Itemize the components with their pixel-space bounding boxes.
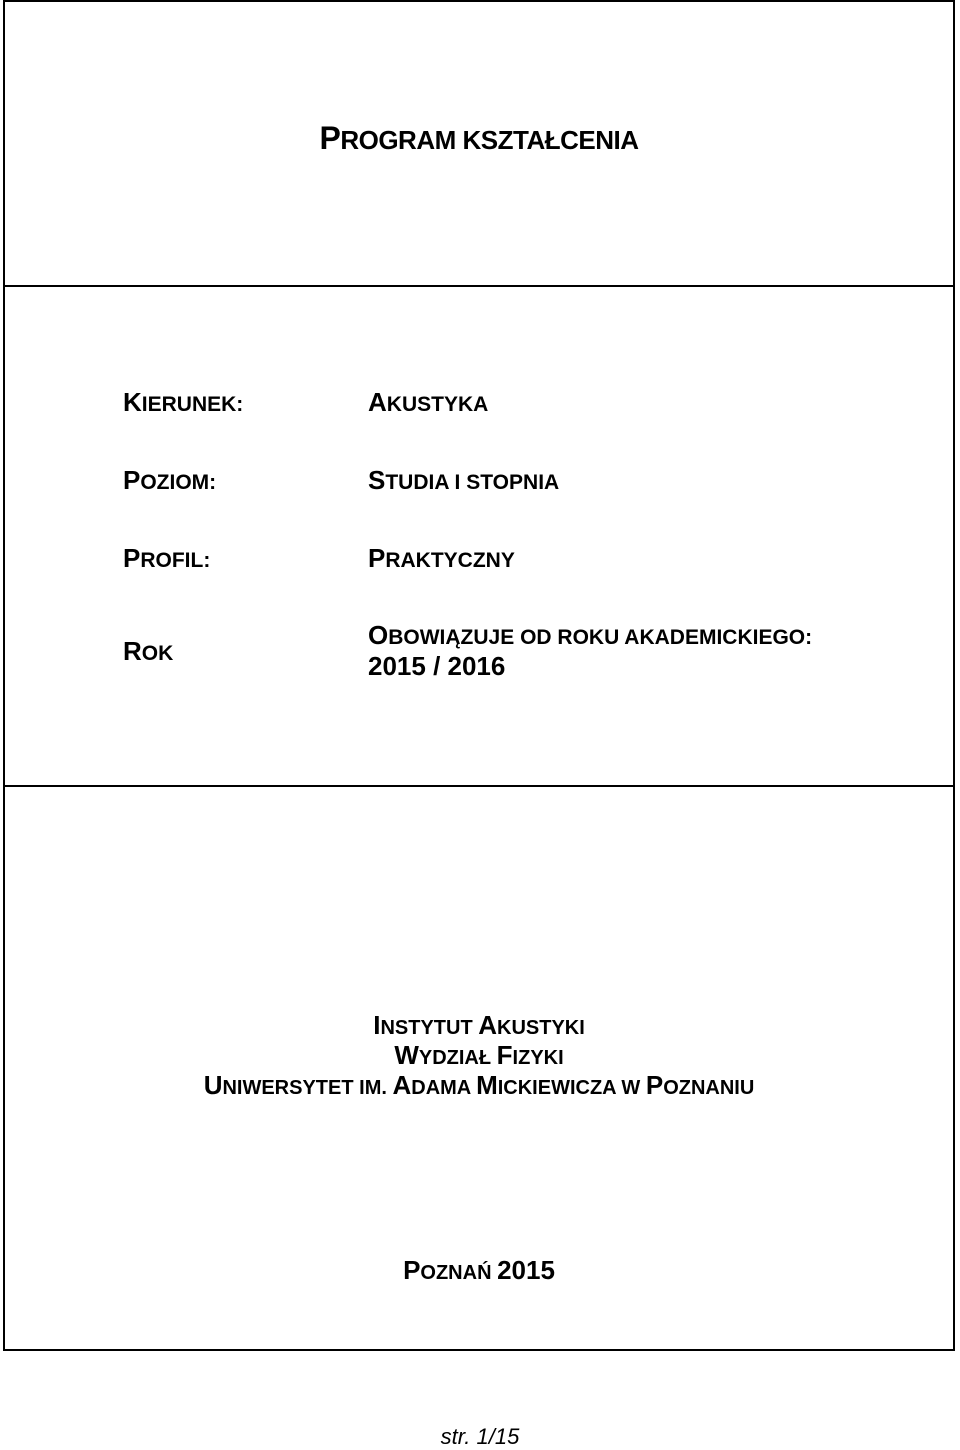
poziom-value: STUDIA I STOPNIA (368, 465, 560, 495)
poziom-label: POZIOM: (123, 465, 217, 495)
kierunek-value: AKUSTYKA (368, 387, 489, 417)
profil-label: PROFIL: (123, 543, 211, 573)
title-cap: P (319, 120, 341, 156)
kierunek-label: KIERUNEK: (123, 387, 244, 417)
rok-years: 2015 / 2016 (368, 651, 506, 681)
faculty-line: WYDZIAŁ FIZYKI (394, 1040, 564, 1070)
profil-value: PRAKTYCZNY (368, 543, 515, 573)
institution-box (3, 785, 955, 1351)
institute-line: INSTYTUT AKUSTYKI (373, 1010, 585, 1040)
info-box (3, 285, 955, 787)
page-number: str. 1/15 (440, 1424, 520, 1449)
place-date-line: POZNAŃ 2015 (403, 1255, 555, 1285)
document-title (5, 120, 953, 157)
university-line: UNIWERSYTET IM. ADAMA MICKIEWICZA W POZNANIU (203, 1070, 755, 1100)
rok-label: ROK (123, 636, 174, 666)
title-box (3, 0, 955, 287)
title-rest: ROGRAM KSZTAŁCENIA (340, 125, 639, 155)
rok-value: OBOWIĄZUJE OD ROKU AKADEMICKIEGO: (368, 620, 813, 650)
